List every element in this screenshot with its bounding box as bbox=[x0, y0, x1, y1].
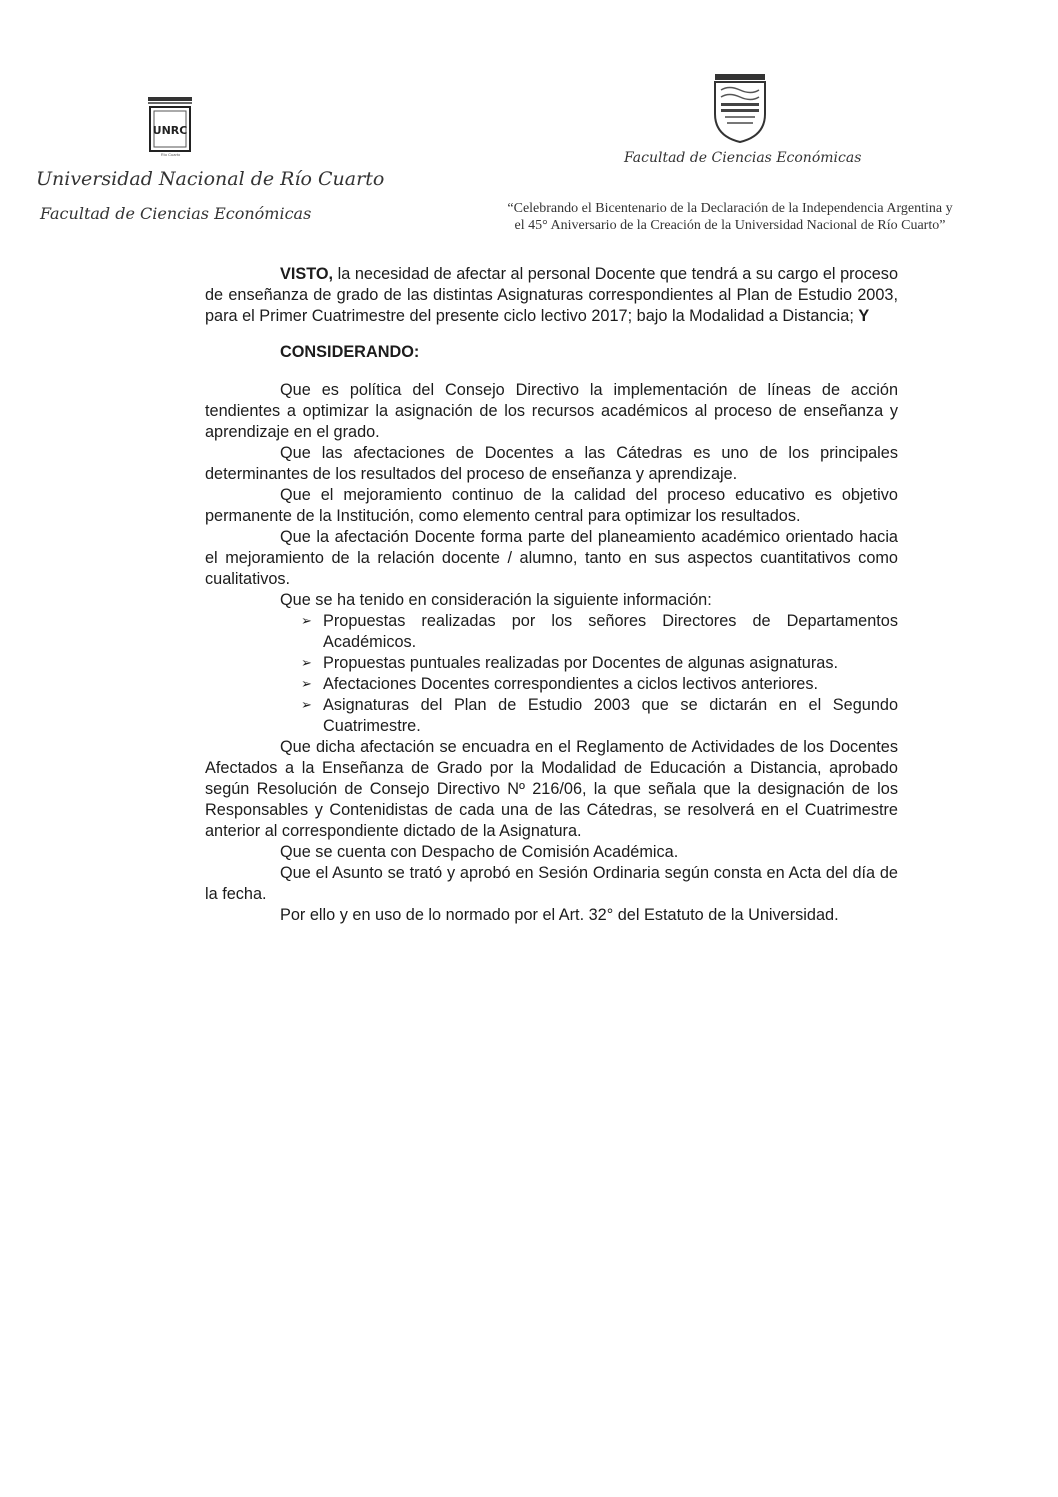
list-item: ➢ Propuestas puntuales realizadas por Docentes de algunas asignaturas. bbox=[301, 654, 838, 672]
considering-paragraph-2: Que las afectaciones de Docentes a las Cátedras es uno de los principales determinantes de los resultados del proceso de enseñanza y aprendizaje. bbox=[205, 444, 898, 483]
visto-text: la necesidad de afectar al personal Docente que tendrá a su cargo el proceso de enseñanza de grado de las distintas Asignaturas correspondientes al Plan de Estudio 2003, para el Primer Cuatrimestre del presente ciclo lectivo 2017; bajo la Modalidad a Distancia; bbox=[205, 265, 898, 325]
considering-paragraph-6: Que dicha afectación se encuadra en el Reglamento de Actividades de los Docentes Afectados a la Enseñanza de Grado por la Modalidad de Educación a Distancia, aprobado según Resolución de Consejo Directivo Nº 216/06, la que señala que la designación de los Responsables y Contenidistas de cada una de las Cátedras, se resolverá en el Cuatrimestre anterior al correspondiente dictado de la Asignatura. bbox=[205, 738, 898, 840]
list-item: ➢ Propuestas realizadas por los señores Directores de Departamentos Académicos. bbox=[301, 612, 898, 651]
arrow-bullet-icon: ➢ bbox=[301, 677, 312, 692]
crest-caption: Río Cuarto bbox=[160, 152, 181, 157]
arrow-bullet-icon: ➢ bbox=[301, 656, 312, 671]
arrow-bullet-icon: ➢ bbox=[301, 614, 312, 629]
considering-paragraph-4: Que la afectación Docente forma parte del planeamiento académico orientado hacia el mejoramiento de la relación docente / alumno, tanto en sus aspectos cuantitativos como cualitativos. bbox=[205, 528, 898, 588]
faculty-name-right: Facultad de Ciencias Económicas bbox=[624, 150, 862, 166]
faculty-shield-logo bbox=[711, 72, 769, 144]
information-list bbox=[205, 611, 898, 737]
svg-text:UNRC: UNRC bbox=[152, 124, 188, 137]
considering-paragraph-9: Por ello y en uso de lo normado por el Art. 32° del Estatuto de la Universidad. bbox=[280, 906, 839, 924]
celebration-line-2: el 45° Aniversario de la Creación de la Universidad Nacional de Río Cuarto” bbox=[514, 218, 946, 233]
arrow-bullet-icon: ➢ bbox=[301, 698, 312, 713]
list-item: ➢ Afectaciones Docentes correspondientes a ciclos lectivos anteriores. bbox=[301, 675, 819, 693]
visto-paragraph bbox=[205, 264, 898, 327]
list-item: ➢ Asignaturas del Plan de Estudio 2003 que se dictarán en el Segundo Cuatrimestre. bbox=[301, 696, 898, 735]
considering-paragraph-7: Que se cuenta con Despacho de Comisión Académica. bbox=[280, 843, 679, 861]
considering-paragraph-1: Que es política del Consejo Directivo la implementación de líneas de acción tendientes a optimizar la asignación de los recursos académicos al proceso de enseñanza y aprendizaje en el grado. bbox=[205, 381, 898, 441]
considering-paragraph-8: Que el Asunto se trató y aprobó en Sesión Ordinaria según consta en Acta del día de la fecha. bbox=[205, 864, 898, 903]
celebration-motto bbox=[470, 200, 990, 234]
visto-label: VISTO, bbox=[280, 265, 334, 283]
considering-paragraph-5: Que se ha tenido en consideración la siguiente información: bbox=[280, 591, 712, 609]
faculty-name-left: Facultad de Ciencias Económicas bbox=[40, 204, 312, 223]
visto-y: Y bbox=[858, 307, 870, 325]
considerando-heading: CONSIDERANDO: bbox=[280, 343, 420, 361]
celebration-line-1: “Celebrando el Bicentenario de la Declaración de la Independencia Argentina y bbox=[507, 201, 953, 216]
document-body bbox=[205, 264, 898, 926]
university-name: Universidad Nacional de Río Cuarto bbox=[36, 168, 385, 190]
considering-paragraph-3: Que el mejoramiento continuo de la calidad del proceso educativo es objetivo permanente de la Institución, como elemento central para optimizar los resultados. bbox=[205, 486, 898, 525]
